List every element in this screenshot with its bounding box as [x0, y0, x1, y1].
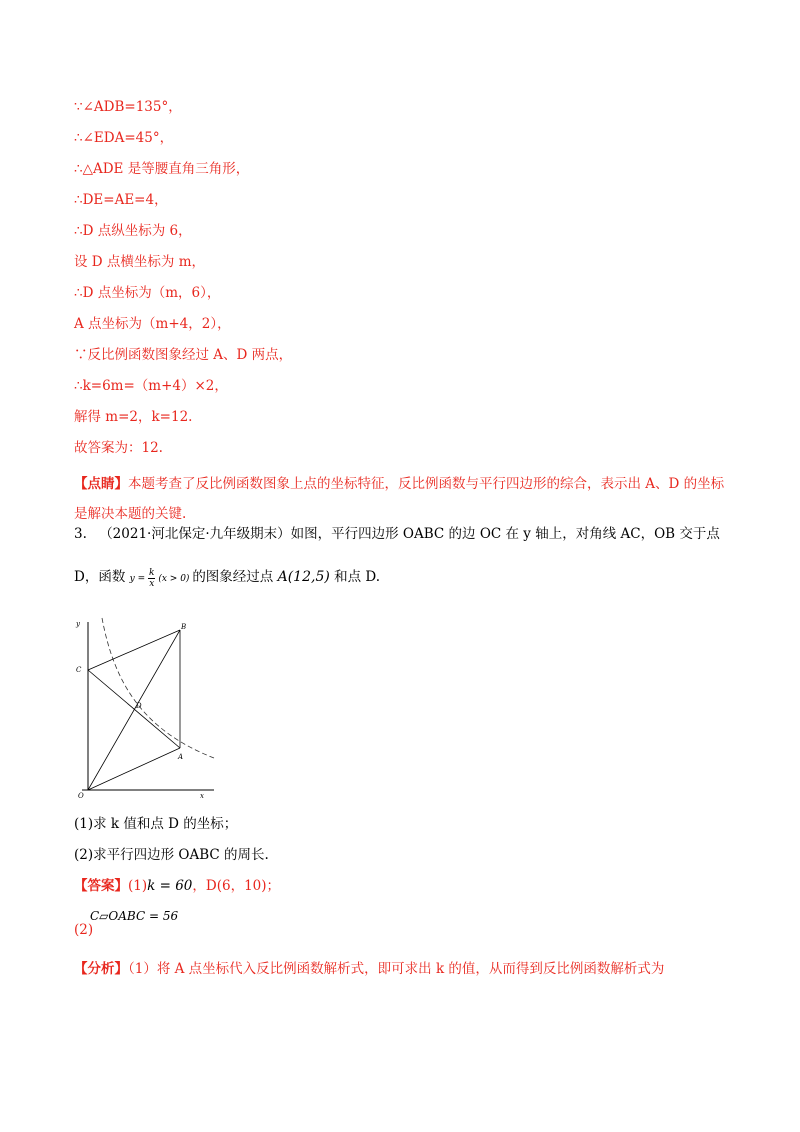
answer-part1-prefix: (1)	[128, 878, 148, 894]
solution-line-12: 故答案为：12.	[74, 440, 163, 456]
label-x: x	[200, 792, 204, 800]
answer-part1-eq: k = 60	[147, 878, 193, 894]
function-numerator: k	[149, 568, 155, 578]
solution-line-9: ∵反比例函数图象经过 A、D 两点，	[74, 347, 293, 363]
comment-block	[74, 469, 734, 529]
solution-line-3: ∴△ADE 是等腰直角三角形，	[74, 161, 250, 177]
label-o: O	[78, 792, 84, 800]
problem-source: （2021·河北保定·九年级期末）	[99, 526, 291, 542]
question-1: (1)求 k 值和点 D 的坐标；	[74, 816, 238, 832]
answer-line1	[74, 877, 280, 895]
function-lhs: y =	[129, 574, 146, 584]
solution-line-7: ∴D 点坐标为（m，6），	[74, 285, 221, 301]
problem-stem-line2	[74, 568, 380, 589]
solution-line-4: ∴DE=AE=4，	[74, 192, 168, 208]
comment-text: 本题考查了反比例函数图象上点的坐标特征，反比例函数与平行四边形的综合，表示出 A、D 的坐标是解决本题的关键.	[74, 476, 725, 522]
function-denominator: x	[149, 579, 155, 589]
label-b: B	[181, 623, 187, 631]
problem-stem-text2c: 和点 D.	[334, 569, 381, 585]
answer-part2-prefix: (2)	[74, 922, 94, 938]
problem-number: 3.	[74, 526, 87, 542]
answer-tag: 【答案】	[74, 878, 128, 894]
problem-stem-text2b: 的图象经过点	[192, 569, 274, 585]
comment-tag: 【点睛】	[74, 476, 128, 492]
label-y: y	[76, 620, 80, 628]
solution-line-11: 解得 m=2，k=12.	[74, 409, 193, 425]
solution-line-8: A 点坐标为（m+4，2），	[74, 316, 231, 332]
answer-part2-eq: C▱OABC = 56	[90, 909, 179, 923]
solution-line-1: ∵∠ADB=135°，	[74, 99, 182, 115]
function-condition: (x > 0)	[158, 574, 190, 584]
side-cb	[88, 630, 180, 670]
answer-part1-point: ，D(6，10)；	[192, 878, 281, 894]
analysis-line	[74, 960, 664, 978]
label-d: D	[136, 702, 142, 710]
solution-line-10: ∴k=6m=（m+4）×2，	[74, 378, 228, 394]
diagonal-ac	[88, 670, 180, 748]
diagonal-ob	[88, 630, 180, 790]
problem-stem-line1	[74, 525, 720, 543]
problem-stem-text2a: D，函数	[74, 569, 126, 585]
solution-line-2: ∴∠EDA=45°，	[74, 130, 174, 146]
question-2: (2)求平行四边形 OABC 的周长.	[74, 847, 269, 863]
side-ao	[88, 748, 180, 790]
geometry-figure	[72, 612, 222, 802]
analysis-text: （1）将 A 点坐标代入反比例函数解析式，即可求出 k 的值，从而得到反比例函数解析式为	[128, 961, 665, 977]
point-a-label: A(12,5)	[277, 569, 330, 585]
label-a: A	[178, 753, 184, 761]
analysis-tag: 【分析】	[74, 961, 128, 977]
label-c: C	[76, 666, 82, 674]
function-formula	[129, 568, 193, 589]
function-fraction	[148, 568, 155, 589]
problem-stem-text1: 如图，平行四边形 OABC 的边 OC 在 y 轴上，对角线 AC，OB 交于点	[290, 526, 720, 542]
solution-line-5: ∴D 点纵坐标为 6，	[74, 223, 192, 239]
solution-line-6: 设 D 点横坐标为 m，	[74, 254, 205, 270]
